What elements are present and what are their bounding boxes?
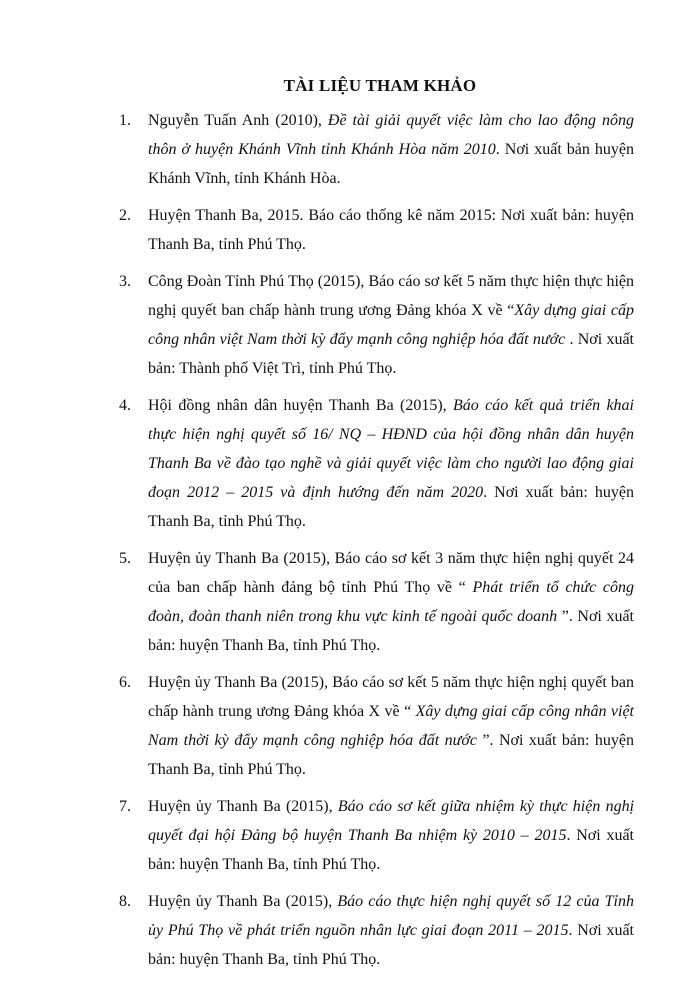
reference-rest: ”. Nơi xuất bản: huyện Thanh Ba, tỉnh Phú Thọ. — [148, 732, 634, 778]
reference-italic-title: Xây dựng giai cấp công nhân việt Nam thời kỳ đẩy mạnh công nghiệp hóa đất nước — [148, 302, 635, 348]
reference-item — [0, 106, 700, 193]
reference-item — [0, 267, 700, 383]
page-title: TÀI LIỆU THAM KHẢO — [283, 76, 477, 95]
reference-italic-title: Xây dựng giai cấp công nhân việt Nam thời kỳ đẩy mạnh công nghiệp hóa đất nước — [148, 703, 634, 749]
reference-italic-title: Báo cáo thực hiện nghị quyết số 12 của Tỉnh ủy Phú Thọ về phát triển nguồn nhân lực giai đoạn 2011 – 2015 — [148, 893, 634, 939]
reference-item — [0, 668, 700, 784]
reference-item — [0, 887, 700, 974]
reference-author: Huyện ủy Thanh Ba (2015), — [148, 798, 338, 815]
reference-number: 4. — [119, 397, 131, 414]
reference-author: Huyện ủy Thanh Ba (2015), — [148, 893, 338, 910]
reference-author: Nguyễn Tuấn Anh (2010), — [148, 112, 328, 129]
reference-number: 3. — [119, 273, 131, 290]
reference-author: Huyện Thanh Ba, 2015. Báo cáo thống kê năm 2015: Nơi xuất bản: huyện Thanh Ba, tỉnh Phú Thọ. — [148, 207, 634, 253]
reference-rest: ”. Nơi xuất bản: huyện Thanh Ba, tỉnh Phú Thọ. — [148, 608, 634, 654]
reference-rest: . Nơi xuất bản: huyện Thanh Ba, tỉnh Phú Thọ. — [148, 484, 635, 530]
reference-rest: . Nơi xuất bản: huyện Thanh Ba, tỉnh Phú Thọ. — [148, 827, 634, 873]
reference-italic-title: Phát triển tổ chức công đoàn, đoàn thanh niên trong khu vực kinh tế ngoài quốc doanh — [148, 579, 635, 625]
reference-text — [148, 792, 634, 879]
reference-number: 2. — [119, 207, 131, 224]
reference-text — [148, 106, 634, 193]
reference-item — [0, 792, 700, 879]
reference-item — [0, 201, 700, 259]
reference-number: 8. — [119, 893, 131, 910]
reference-author: Huyện ủy Thanh Ba (2015), Báo cáo sơ kết 3 năm thực hiện nghị quyết 24 của ban chấp hành đảng bộ tỉnh Phú Thọ về “ — [148, 550, 634, 596]
reference-author: Huyện ủy Thanh Ba (2015), Báo cáo sơ kết 5 năm thực hiện nghị quyết ban chấp hành trung ương Đảng khóa X về “ — [148, 674, 634, 720]
reference-author: Công Đoàn Tỉnh Phú Thọ (2015), Báo cáo sơ kết 5 năm thực hiện thực hiện nghị quyết ban chấp hành trung ương Đảng khóa X về “ — [148, 273, 634, 319]
reference-text — [148, 201, 634, 259]
reference-number: 7. — [119, 798, 131, 815]
reference-italic-title: Đề tài giải quyết việc làm cho lao động nông thôn ở huyện Khánh Vĩnh tỉnh Khánh Hòa năm 2010 — [148, 112, 634, 158]
reference-rest: . Nơi xuất bản: Thành phố Việt Trì, tỉnh Phú Thọ. — [148, 331, 635, 377]
reference-text — [148, 267, 634, 383]
reference-rest: . Nơi xuất bản huyện Khánh Vĩnh, tỉnh Khánh Hòa. — [148, 141, 635, 187]
reference-rest: . Nơi xuất bản: huyện Thanh Ba, tỉnh Phú Thọ. — [148, 922, 634, 968]
reference-text — [148, 887, 634, 974]
reference-number: 1. — [119, 112, 131, 129]
reference-list — [0, 106, 700, 982]
reference-text — [148, 544, 634, 660]
reference-italic-title: Báo cáo kết quả triển khai thực hiện nghị quyết số 16/ NQ – HĐND của hội đồng nhân dân huyện Thanh Ba về đào tạo nghề và giải quyết việc làm cho người lao động giai đoạn 2012 – 2015 và định hướng đến năm 2020 — [148, 397, 634, 501]
reference-number: 6. — [119, 674, 131, 691]
reference-author: Hội đồng nhân dân huyện Thanh Ba (2015), — [148, 397, 454, 414]
reference-text — [148, 668, 634, 784]
reference-text — [148, 391, 634, 536]
reference-item — [0, 391, 700, 536]
reference-italic-title: Báo cáo sơ kết giữa nhiệm kỳ thực hiện nghị quyết đại hội Đảng bộ huyện Thanh Ba nhiệm kỳ 2010 – 2015 — [148, 798, 635, 844]
reference-item — [0, 544, 700, 660]
reference-number: 5. — [119, 550, 131, 567]
